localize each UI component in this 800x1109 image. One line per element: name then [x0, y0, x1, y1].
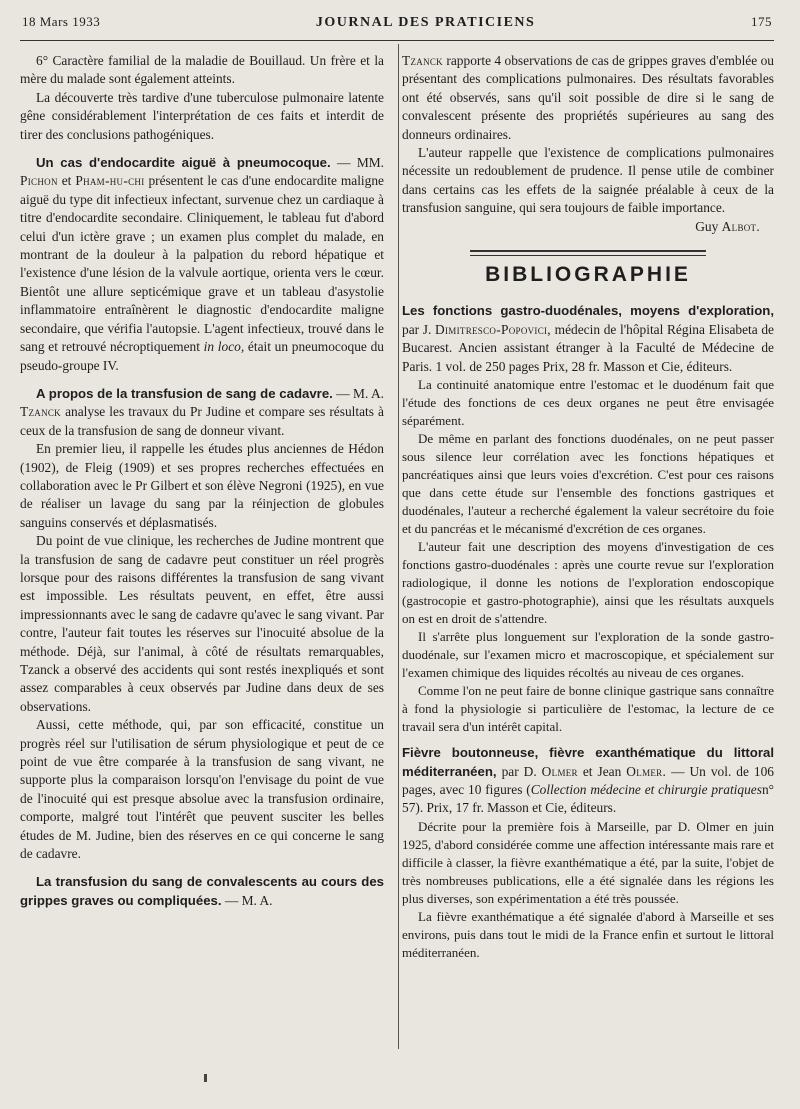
book2-title: Fièvre boutonneuse, fièvre exanthématique du littoral méditerranéen,	[402, 745, 774, 779]
author-pham-hu-chi: Pham-hu-chi	[75, 173, 145, 189]
book2-entry	[402, 744, 774, 818]
book1-by: par J.	[402, 321, 432, 337]
book1-author: Dimitresco-Popovici,	[435, 321, 551, 337]
book1-paragraph-5: Comme l'on ne peut faire de bonne clinique gastrique sans connaître à fond la physiologie si particulière de l'estomac, la lecture de ce travail sera d'un intérêt capital.	[402, 683, 774, 735]
endocarditis-title: Un cas d'endocardite aiguë à pneumocoque.	[36, 155, 331, 171]
convalescent-section	[20, 873, 384, 910]
transfusion-paragraph-2: En premier lieu, il rappelle les études plus anciennes de Hédon (1902), de Fleig (1909) et ses propres recherches effectuées en collaboration avec le Pr Gilbert et son élève Negroni (1925), en vue de réaliser un lavage du sang par la réinjection de globules sanguins conservés et déplasmatisés.	[20, 441, 384, 530]
column-divider	[398, 44, 399, 1049]
book2-and: et Jean	[582, 763, 622, 779]
convalescent-paragraph-2: L'auteur rappelle que l'existence de complications pulmonaires nécessite un redoublement de prudence. Il pense utile de combiner dans certains cas les effets de la saignée préalable à ceux de la transfusion sanguine, qui sera toujours de faible importance.	[402, 145, 774, 216]
signature-last-name: Albot.	[721, 218, 760, 234]
book2-paragraph-2: La fièvre exanthématique a été signalée d'abord à Marseille et ses environs, puis dans tout le midi de la France enfin et surtout le littoral méditerranéen.	[402, 908, 774, 960]
book1-paragraph-3: L'auteur fait une description des moyens d'investigation de ces fonctions gastro-duodénales : après une courte revue sur l'exploration radiologique, il donne les notions de l'exploration endoscopique (gastrocopie et gastro-photographie), ainsi que les résultats auxquels on est en droit de s'attendre.	[402, 539, 774, 627]
intro-paragraph-2: La découverte très tardive d'une tuberculose pulmonaire latente gêne considérablement l'interprétation de ces faits et interdit de tirer des conclusions pathogéniques.	[20, 89, 384, 142]
endocarditis-author-prefix: — MM.	[337, 155, 384, 171]
book1-paragraph-4: Il s'arrête plus longuement sur l'exploration de la sonde gastro-duodénale, sur l'examen micro et macroscopique, et spécialement sur l'examen chimique des liquides récoltés au niveau de ces organes.	[402, 629, 774, 681]
book2-author-2: Olmer.	[626, 763, 667, 779]
convalescent-continued	[402, 52, 774, 144]
book2-by: par D.	[501, 763, 537, 779]
transfusion-section	[20, 385, 384, 440]
book2-paragraph-1: Décrite pour la première fois à Marseille, par D. Olmer en juin 1925, d'abord considérée comme une affection intéressante mais rare et difficile à classer, la fièvre exanthématique a été, par la suite, l'objet de très nombreuses publications, elle a été signalée dans les régions les plus diverses, son expérimentation a été très poussée.	[402, 818, 774, 906]
convalescent-text: rapporte 4 observations de cas de grippes graves d'emblée ou présentant des complications pulmonaires. Des résultats favorables ont été observés, sans qu'il soit possible de dire si le sang de convalescent présente des propriétés supérieures au sang des donneurs ordinaires.	[402, 53, 774, 142]
book2-info-a: — Un vol. de 106 pages, avec 10 figures (	[402, 763, 775, 797]
convalescent-title: La transfusion du sang de convalescents au cours des grippes graves ou compliquées.	[20, 874, 384, 908]
left-column	[20, 52, 384, 910]
transfusion-title: A propos de la transfusion de sang de cadavre.	[36, 385, 333, 401]
page-header	[22, 14, 772, 36]
print-mark	[204, 1074, 207, 1082]
book1-paragraph-2: De même en parlant des fonctions duodénales, on ne peut passer sous silence leur corrélation avec les fonctions hépatiques et pancréatiques ainsi que leurs voies d'excrétion. C'est pour ces raisons que dans cette étude sur l'ensemble des fonctions gastriques et duodénales, l'auteur a recherché également la valeur secrétoire du foie et du pancréas et le mécanismé d'excrétion de ces organes.	[402, 431, 774, 537]
transfusion-text: analyse les travaux du Pr Judine et compare ses résultats à ceux de la transfusion de sang de donneur vivant.	[20, 404, 385, 438]
section-separator	[470, 250, 706, 256]
signature-first-name: Guy	[695, 218, 719, 234]
author-pichon: Pichon	[20, 173, 58, 189]
header-rule	[20, 40, 774, 41]
header-date: 18 Mars 1933	[22, 14, 101, 29]
transfusion-author-prefix: — M. A.	[336, 385, 384, 401]
endocarditis-and: et	[61, 173, 72, 189]
endocarditis-text: présentent le cas d'une endocardite maligne aiguë du type dit infectieux infectant, survenue chez un cardiaque à titre d'endocardite secondaire. Cliniquement, le tableau fut d'abord celui d'un ictère grave ; un examen plus complet du malade, en montrant de la douleur à la palpation du rebord hépatique et l'existence d'une lésion de la valvule aortique, orienta vers le cœur. Bientôt une allure septicémique grave et un tableau d'asystolie inflammatoire entraînèrent le diagnostic d'endocardite maligne secondaire, que vérifia l'autopsie. L'agent infectieux, trouvé dans le sang et retrouvé nécroptiquement	[20, 173, 384, 355]
separator-thick	[470, 250, 706, 252]
book2-info-b: n° 57). Prix, 17 fr. Masson et Cie, éditeurs.	[402, 781, 774, 816]
intro-paragraph-1: 6° Caractère familial de la maladie de Bouillaud. Un frère et la mère du malade sont également atteints.	[20, 53, 384, 87]
book1-title: Les fonctions gastro-duodénales, moyens d'exploration,	[402, 303, 774, 319]
book2-author-1: Olmer	[541, 763, 578, 779]
right-column	[402, 52, 774, 962]
endocarditis-end: était un pneumocoque du pseudo-groupe IV.	[20, 339, 384, 373]
signature	[402, 218, 774, 236]
book1-paragraph-1: La continuité anatomique entre l'estomac et le duodénum fait que l'étude des fonctions de ces deux organes ne peut être envisagée séparément.	[402, 377, 774, 429]
endocarditis-section	[20, 154, 384, 375]
author-tzanck: Tzanck	[20, 404, 61, 420]
page-number: 175	[750, 14, 772, 29]
author-tzanck-2: Tzanck	[402, 53, 443, 68]
book1-info: médecin de l'hôpital Régina Elisabeta de Bucarest. Ancien assistant étranger à la Faculté de Médecine de Paris. 1 vol. de 250 pages Prix, 28 fr. Masson et Cie, éditeurs.	[402, 321, 774, 374]
convalescent-author-prefix: — M. A.	[224, 892, 273, 908]
bibliographie-heading: BIBLIOGRAPHIE	[485, 263, 691, 287]
book2-info-italic: Collection médecine et chirurgie pratiques	[530, 781, 762, 797]
separator-thin	[470, 255, 706, 256]
journal-title: JOURNAL DES PRATICIENS	[315, 15, 536, 30]
transfusion-paragraph-4: Aussi, cette méthode, qui, par son efficacité, constitue un progrès réel sur l'utilisation de sérum physiologique et peut de ce point de vue être comparée à la transfusion de sang vivant, ne supporte plus la comparaison lorsqu'on l'envisage du point de vue de l'inocuité qui est presque absolue avec la transfusion ordinaire, comporte, malgré tout l'intérêt que peuvent susciter les belles études de M. Judine, bien des réserves en ce qui concerne le sang de cadavre.	[20, 717, 384, 862]
book1-entry	[402, 302, 774, 376]
transfusion-paragraph-3: Du point de vue clinique, les recherches de Judine montrent que la transfusion de sang de cadavre peut constituer un réel progrès lorsque pour des raisons différentes la transfusion de sang vivant est impossible. Les résultats peuvent, en effet, être aussi impressionnants avec le sang de cadavre qu'avec le sang vivant. Par contre, l'auteur fait toutes les réserves sur l'inocuité absolue de la méthode. Déjà, sur l'animal, à côté de résultats remarquables, Tzanck a observé des accidents qui sont restés inexpliqués et sont assez comparables à ceux observés par Judine dans deux de ses observations.	[20, 533, 384, 714]
endocarditis-italic: in loco,	[203, 339, 245, 355]
